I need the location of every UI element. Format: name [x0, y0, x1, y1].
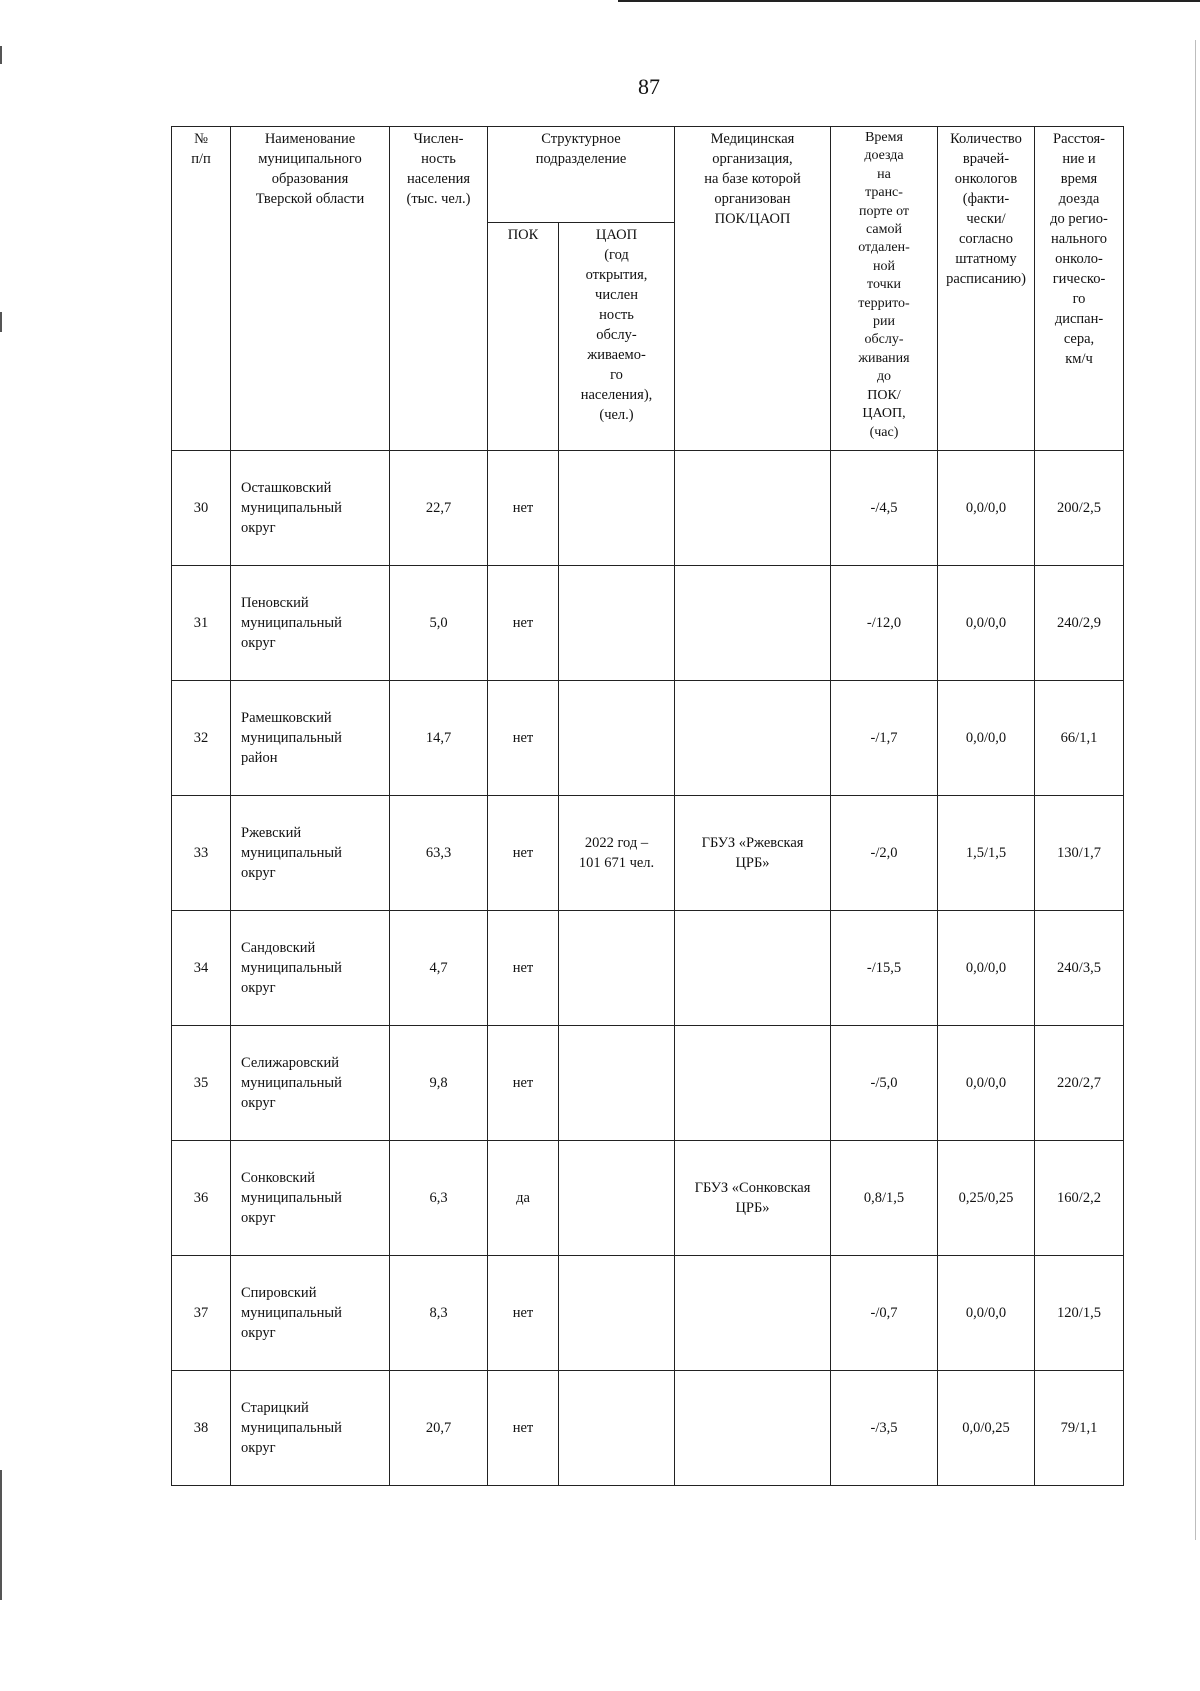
cell-pok: нет [488, 681, 559, 796]
cell-num: 37 [172, 1256, 231, 1371]
cell-medical-org [675, 1026, 831, 1141]
cell-num: 32 [172, 681, 231, 796]
cell-population: 22,7 [390, 451, 488, 566]
header-medical-org: Медицинская организация, на базе которой организован ПОК/ЦАОП [675, 127, 831, 451]
cell-oncologists: 0,25/0,25 [938, 1141, 1035, 1256]
cell-num: 35 [172, 1026, 231, 1141]
cell-medical-org [675, 566, 831, 681]
cell-caop [559, 1256, 675, 1371]
header-travel-time: Время доезда на транс- порте от самой отдален- ной точки террито- рии обслу- живания до ПОК/ ЦАОП, (час) [831, 127, 938, 451]
header-distance: Расстоя- ние и время доезда до регио- нального онколо- гическо- го диспан- сера, км/ч [1035, 127, 1124, 451]
table-body [172, 451, 1124, 1486]
cell-population: 8,3 [390, 1256, 488, 1371]
cell-num: 34 [172, 911, 231, 1026]
cell-oncologists: 0,0/0,0 [938, 566, 1035, 681]
cell-caop [559, 911, 675, 1026]
cell-oncologists: 0,0/0,0 [938, 1256, 1035, 1371]
header-pok: ПОК [488, 223, 559, 451]
cell-distance: 240/2,9 [1035, 566, 1124, 681]
cell-distance: 200/2,5 [1035, 451, 1124, 566]
cell-oncologists: 0,0/0,0 [938, 681, 1035, 796]
header-oncologists: Количество врачей- онкологов (факти- чески/ согласно штатному расписанию) [938, 127, 1035, 451]
cell-medical-org [675, 911, 831, 1026]
cell-municipality-name: Пеновский муниципальный округ [231, 566, 390, 681]
cell-population: 20,7 [390, 1371, 488, 1486]
table-row [172, 796, 1124, 911]
table-row [172, 566, 1124, 681]
header-population: Числен- ность населения (тыс. чел.) [390, 127, 488, 451]
table-row [172, 451, 1124, 566]
cell-travel-time: -/2,0 [831, 796, 938, 911]
cell-medical-org [675, 681, 831, 796]
cell-medical-org [675, 451, 831, 566]
cell-pok: нет [488, 1371, 559, 1486]
table-row [172, 1371, 1124, 1486]
cell-oncologists: 0,0/0,25 [938, 1371, 1035, 1486]
cell-oncologists: 0,0/0,0 [938, 1026, 1035, 1141]
cell-municipality-name: Селижаровский муниципальный округ [231, 1026, 390, 1141]
scan-mark [0, 1470, 2, 1600]
cell-travel-time: -/0,7 [831, 1256, 938, 1371]
cell-distance: 79/1,1 [1035, 1371, 1124, 1486]
cell-municipality-name: Спировский муниципальный округ [231, 1256, 390, 1371]
cell-caop: 2022 год – 101 671 чел. [559, 796, 675, 911]
cell-travel-time: -/3,5 [831, 1371, 938, 1486]
header-name: Наименование муниципального образования Тверской области [231, 127, 390, 451]
cell-travel-time: -/12,0 [831, 566, 938, 681]
cell-population: 6,3 [390, 1141, 488, 1256]
header-caop: ЦАОП (год открытия, числен ность обслу- живаемо- го населения), (чел.) [559, 223, 675, 451]
cell-distance: 66/1,1 [1035, 681, 1124, 796]
cell-caop [559, 1026, 675, 1141]
table-row [172, 681, 1124, 796]
cell-num: 31 [172, 566, 231, 681]
table-row [172, 1026, 1124, 1141]
cell-pok: нет [488, 1026, 559, 1141]
cell-municipality-name: Рамешковский муниципальный район [231, 681, 390, 796]
cell-num: 30 [172, 451, 231, 566]
cell-caop [559, 451, 675, 566]
cell-caop [559, 681, 675, 796]
cell-medical-org: ГБУЗ «Сонковская ЦРБ» [675, 1141, 831, 1256]
cell-municipality-name: Сонковский муниципальный округ [231, 1141, 390, 1256]
cell-population: 63,3 [390, 796, 488, 911]
cell-municipality-name: Старицкий муниципальный округ [231, 1371, 390, 1486]
cell-municipality-name: Сандовский муниципальный округ [231, 911, 390, 1026]
cell-pok: нет [488, 1256, 559, 1371]
cell-medical-org: ГБУЗ «Ржевская ЦРБ» [675, 796, 831, 911]
cell-population: 9,8 [390, 1026, 488, 1141]
header-num: № п/п [172, 127, 231, 451]
scan-mark [0, 46, 2, 64]
table-header [172, 127, 1124, 451]
cell-num: 38 [172, 1371, 231, 1486]
cell-travel-time: -/4,5 [831, 451, 938, 566]
cell-num: 36 [172, 1141, 231, 1256]
cell-population: 4,7 [390, 911, 488, 1026]
cell-medical-org [675, 1371, 831, 1486]
cell-pok: нет [488, 566, 559, 681]
cell-distance: 130/1,7 [1035, 796, 1124, 911]
cell-population: 14,7 [390, 681, 488, 796]
cell-distance: 220/2,7 [1035, 1026, 1124, 1141]
table-row [172, 911, 1124, 1026]
table-row [172, 1141, 1124, 1256]
cell-oncologists: 0,0/0,0 [938, 451, 1035, 566]
cell-municipality-name: Ржевский муниципальный округ [231, 796, 390, 911]
page-number: 87 [638, 74, 660, 99]
cell-medical-org [675, 1256, 831, 1371]
cell-travel-time: 0,8/1,5 [831, 1141, 938, 1256]
cell-pok: нет [488, 796, 559, 911]
cell-caop [559, 1371, 675, 1486]
cell-caop [559, 566, 675, 681]
cell-num: 33 [172, 796, 231, 911]
header-structural-unit: Структурное подразделение [488, 127, 675, 223]
cell-distance: 160/2,2 [1035, 1141, 1124, 1256]
cell-travel-time: -/1,7 [831, 681, 938, 796]
cell-travel-time: -/5,0 [831, 1026, 938, 1141]
oncology-services-table [171, 126, 1124, 1486]
scan-edge-right [1195, 40, 1196, 1540]
cell-municipality-name: Осташковский муниципальный округ [231, 451, 390, 566]
cell-pok: нет [488, 911, 559, 1026]
cell-population: 5,0 [390, 566, 488, 681]
cell-oncologists: 0,0/0,0 [938, 911, 1035, 1026]
scan-edge-top [618, 0, 1200, 2]
cell-pok: нет [488, 451, 559, 566]
cell-oncologists: 1,5/1,5 [938, 796, 1035, 911]
cell-distance: 120/1,5 [1035, 1256, 1124, 1371]
cell-distance: 240/3,5 [1035, 911, 1124, 1026]
cell-travel-time: -/15,5 [831, 911, 938, 1026]
table-row [172, 1256, 1124, 1371]
cell-caop [559, 1141, 675, 1256]
cell-pok: да [488, 1141, 559, 1256]
scan-mark [0, 312, 2, 332]
